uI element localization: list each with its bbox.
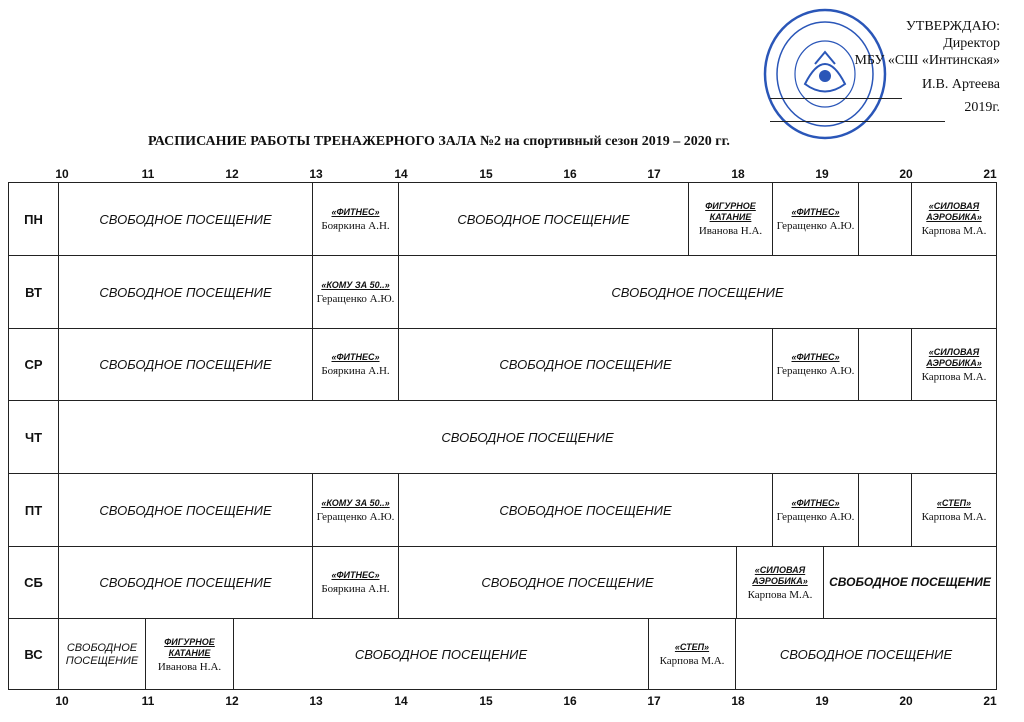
empty-cell (859, 474, 912, 546)
hours-scale-bottom (0, 694, 1024, 708)
class-name: «ФИТНЕС» (791, 352, 840, 362)
free-visit-cell (59, 547, 313, 618)
hour-label: 15 (479, 694, 493, 708)
hour-label: 21 (983, 167, 997, 181)
schedule-row-1 (9, 183, 996, 256)
free-visit-text: СВОБОДНОЕ ПОСЕЩЕНИЕ (611, 284, 784, 300)
free-visit-text: СВОБОДНОЕ ПОСЕЩЕНИЕ (99, 502, 272, 518)
free-visit-cell (399, 474, 773, 546)
hours-scale-top (0, 167, 1024, 181)
coach-name: Иванова Н.А. (698, 225, 763, 237)
class-name: «СТЕП» (674, 642, 710, 652)
free-visit-text: СВОБОДНОЕ ПОСЕЩЕНИЕ (499, 357, 672, 372)
coach-name: Карпова М.А. (921, 370, 987, 383)
schedule-row-7 (9, 619, 996, 690)
coach-name: Геращенко А.Ю. (776, 510, 855, 523)
day-label: ПТ (9, 474, 59, 546)
coach-name: Геращенко А.Ю. (776, 219, 855, 232)
hour-label: 12 (225, 694, 239, 708)
hour-label: 18 (731, 167, 745, 181)
class-name: «СТЕП» (936, 497, 972, 508)
class-cell (689, 183, 773, 255)
class-cell (313, 329, 399, 400)
hour-label: 21 (983, 694, 997, 708)
free-visit-text: СВОБОДНОЕ ПОСЕЩЕНИЕ (441, 429, 614, 445)
free-visit-text: СВОБОДНОЕ ПОСЕЩЕНИЕ (99, 284, 272, 300)
title-main: РАСПИСАНИЕ РАБОТЫ ТРЕНАЖЕРНОГО ЗАЛА №2 (148, 134, 502, 149)
class-cell (313, 183, 399, 255)
approval-heading: УТВЕРЖДАЮ: (905, 19, 1000, 34)
hour-label: 17 (647, 694, 661, 708)
free-visit-text: СВОБОДНОЕ ПОСЕЩЕНИЕ (829, 575, 991, 589)
free-visit-text: СВОБОДНОЕ ПОСЕЩЕНИЕ (779, 647, 953, 662)
class-cell (313, 474, 399, 546)
free-visit-text: СВОБОДНОЕ ПОСЕЩЕНИЕ (457, 211, 630, 227)
coach-name: Геращенко А.Ю. (776, 365, 855, 377)
class-name: ФИГУРНОЕ КАТАНИЕ (164, 636, 215, 658)
class-cell (773, 329, 859, 400)
schedule-row-4 (9, 401, 996, 474)
hour-label: 17 (647, 167, 661, 181)
day-label: ВТ (9, 256, 59, 328)
class-cell (773, 183, 859, 255)
class-name: «ФИТНЕС» (791, 497, 840, 508)
empty-cell (859, 183, 912, 255)
class-cell (313, 256, 399, 328)
free-visit-text: СВОБОДНОЕ ПОСЕЩЕНИЕ (354, 647, 528, 662)
coach-name: Бояркина А.Н. (321, 219, 390, 232)
approval-organization: МБУ «СШ «Интинская» (854, 53, 1000, 68)
day-label: ЧТ (9, 401, 59, 473)
class-name: ФИГУРНОЕ КАТАНИЕ (705, 201, 756, 222)
day-label: СР (9, 329, 59, 400)
class-name: «СИЛОВАЯ АЭРОБИКА» (926, 201, 982, 222)
title-season: на спортивный сезон 2019 – 2020 гг. (504, 134, 730, 149)
free-visit-cell (399, 547, 737, 618)
hour-label: 10 (55, 167, 69, 181)
schedule-row-3 (9, 329, 996, 401)
class-name: «ФИТНЕС» (791, 206, 840, 217)
free-visit-cell (399, 183, 689, 255)
hour-label: 11 (141, 694, 155, 708)
hour-label: 20 (899, 167, 913, 181)
class-cell (912, 474, 996, 546)
free-visit-cell (59, 401, 996, 473)
class-name: «СИЛОВАЯ АЭРОБИКА» (752, 564, 808, 586)
signature-line (770, 98, 902, 99)
class-name: «КОМУ ЗА 50..» (321, 497, 390, 508)
date-line (770, 121, 945, 122)
schedule-row-5 (9, 474, 996, 547)
schedule-row-6 (9, 547, 996, 619)
free-visit-cell (824, 547, 996, 618)
free-visit-cell (234, 619, 649, 690)
schedule-table (8, 182, 997, 690)
schedule-row-2 (9, 256, 996, 329)
day-label: СБ (9, 547, 59, 618)
free-visit-cell (399, 256, 996, 328)
coach-name: Карпова М.А. (747, 588, 813, 601)
free-visit-cell (399, 329, 773, 400)
class-cell (649, 619, 736, 690)
hour-label: 19 (815, 694, 829, 708)
approval-position: Директор (943, 36, 1000, 51)
coach-name: Карпова М.А. (921, 510, 987, 523)
hour-label: 16 (563, 167, 577, 181)
coach-name: Геращенко А.Ю. (316, 510, 395, 523)
class-name: «КОМУ ЗА 50..» (321, 279, 390, 290)
class-cell (737, 547, 824, 618)
class-cell (146, 619, 234, 690)
coach-name: Карпова М.А. (659, 655, 725, 667)
coach-name: Геращенко А.Ю. (316, 292, 395, 305)
hour-label: 16 (563, 694, 577, 708)
hour-label: 14 (394, 167, 408, 181)
class-cell (773, 474, 859, 546)
day-label: ВС (9, 619, 59, 690)
class-cell (912, 329, 996, 400)
hour-label: 10 (55, 694, 69, 708)
free-visit-cell (59, 256, 313, 328)
approval-block (850, 18, 1000, 116)
class-cell (313, 547, 399, 618)
hour-label: 18 (731, 694, 745, 708)
coach-name: Карпова М.А. (921, 225, 987, 237)
empty-cell (859, 329, 912, 400)
free-visit-text: СВОБОДНОЕ ПОСЕЩЕНИЕ (499, 502, 672, 518)
coach-name: Иванова Н.А. (157, 660, 222, 673)
hour-label: 14 (394, 694, 408, 708)
hour-label: 12 (225, 167, 239, 181)
hour-label: 11 (141, 167, 155, 181)
free-visit-text: СВОБОДНОЕ ПОСЕЩЕНИЕ (481, 575, 654, 590)
free-visit-cell (736, 619, 996, 690)
coach-name: Бояркина А.Н. (321, 583, 390, 595)
class-cell (912, 183, 996, 255)
hour-label: 13 (309, 694, 323, 708)
coach-name: Бояркина А.Н. (321, 365, 390, 377)
class-name: «ФИТНЕС» (331, 206, 380, 217)
hour-label: 19 (815, 167, 829, 181)
free-visit-text: СВОБОДНОЕ ПОСЕЩЕНИЕ (99, 357, 272, 372)
approval-signer: И.В. Артеева (921, 77, 1000, 92)
free-visit-text: СВОБОДНОЕ ПОСЕЩЕНИЕ (99, 211, 272, 227)
page-title (148, 134, 730, 150)
hour-label: 20 (899, 694, 913, 708)
class-name: «СИЛОВАЯ АЭРОБИКА» (926, 346, 982, 368)
day-label: ПН (9, 183, 59, 255)
class-name: «ФИТНЕС» (331, 570, 380, 580)
hour-label: 15 (479, 167, 493, 181)
free-visit-text: СВОБОДНОЕ ПОСЕЩЕНИЕ (65, 641, 139, 667)
approval-date: 2019г. (964, 100, 1000, 115)
free-visit-cell (59, 183, 313, 255)
free-visit-cell (59, 329, 313, 400)
free-visit-cell (59, 619, 146, 690)
free-visit-cell (59, 474, 313, 546)
hour-label: 13 (309, 167, 323, 181)
class-name: «ФИТНЕС» (331, 352, 380, 362)
free-visit-text: СВОБОДНОЕ ПОСЕЩЕНИЕ (99, 575, 272, 590)
